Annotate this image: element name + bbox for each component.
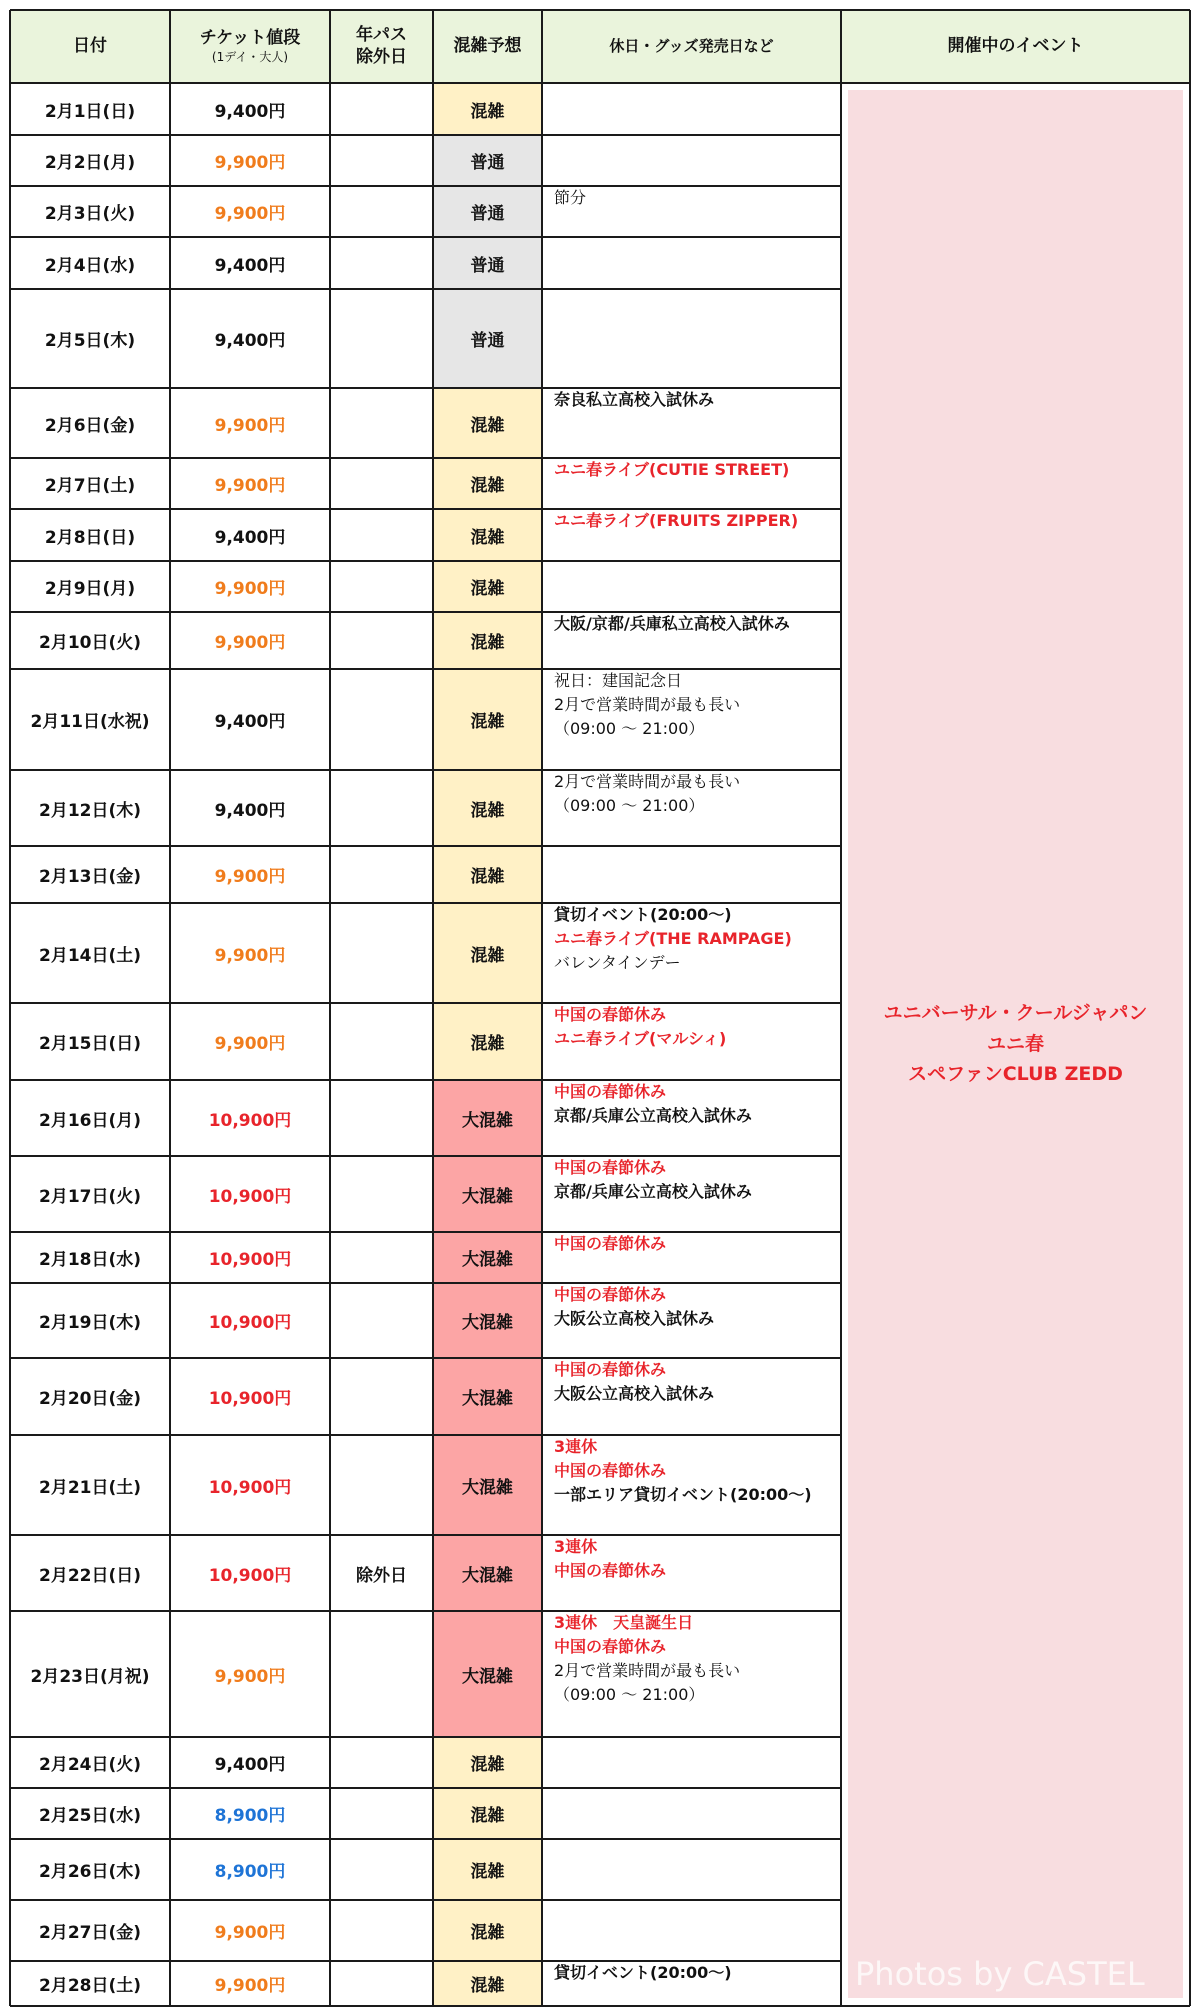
crowd-level-badge: 普通	[433, 289, 542, 388]
note-line: 貸切イベント(20:00～)	[554, 1963, 732, 1982]
grid-line	[169, 10, 171, 2006]
grid-line	[10, 2005, 1190, 2007]
price-cell: 10,900円	[208, 1477, 292, 1498]
note-line: 貸切イベント(20:00～)	[554, 905, 732, 924]
grid-line	[10, 1838, 841, 1840]
date-cell: 2月14日(土)	[38, 945, 142, 966]
annual-pass-exclusion-cell	[330, 1003, 433, 1080]
note-line: 大阪公立高校入試休み	[554, 1309, 715, 1328]
notes-cell	[542, 237, 841, 289]
grid-line	[10, 668, 841, 670]
price-cell: 9,400円	[214, 101, 286, 122]
note-line: 3連休 天皇誕生日	[554, 1613, 694, 1632]
date-cell: 2月10日(火)	[38, 633, 142, 653]
notes-cell	[542, 1961, 841, 2006]
grid-line	[329, 10, 331, 2006]
grid-line	[10, 1434, 841, 1436]
crowd-level-badge: 大混雑	[433, 1535, 542, 1611]
notes-cell	[542, 903, 841, 1003]
crowd-level-badge: 大混雑	[433, 1435, 542, 1535]
event-panel	[848, 90, 1183, 1998]
date-cell: 2月21日(土)	[38, 1477, 142, 1498]
grid-line	[10, 134, 841, 136]
crowd-level-badge: 混雑	[433, 1961, 542, 2006]
grid-line	[10, 1736, 841, 1738]
annual-pass-exclusion-cell	[330, 1358, 433, 1435]
note-line: 京都/兵庫公立高校入試休み	[554, 1106, 752, 1125]
date-cell: 2月9日(月)	[44, 579, 136, 599]
watermark: Photos by CASTEL	[855, 1955, 1145, 1993]
annual-pass-exclusion-cell	[330, 1737, 433, 1788]
crowd-level-badge: 大混雑	[433, 1283, 542, 1358]
note-line: 中国の春節休み	[554, 1561, 667, 1580]
crowd-level-badge: 混雑	[433, 561, 542, 612]
crowd-level-badge: 普通	[433, 135, 542, 186]
price-cell: 10,900円	[208, 1186, 292, 1207]
grid-line	[10, 902, 841, 904]
event-line: ユニバーサル・クールジャパン	[883, 1002, 1148, 1025]
price-cell: 9,900円	[214, 579, 286, 599]
date-cell: 2月28日(土)	[38, 1976, 142, 1996]
price-cell: 9,400円	[214, 800, 286, 821]
note-line: 3連休	[554, 1437, 598, 1456]
notes-cell	[542, 1788, 841, 1839]
grid-line	[1189, 10, 1191, 2006]
crowd-level-badge: 混雑	[433, 388, 542, 458]
annual-pass-exclusion-cell	[330, 903, 433, 1003]
notes-cell	[542, 83, 841, 135]
crowd-level-badge: 混雑	[433, 1839, 542, 1900]
crowd-level-badge: 大混雑	[433, 1080, 542, 1156]
grid-line	[10, 1899, 841, 1901]
grid-line	[10, 457, 841, 459]
price-cell: 8,900円	[214, 1862, 286, 1882]
crowd-level-badge: 混雑	[433, 1788, 542, 1839]
date-cell: 2月4日(水)	[44, 255, 136, 276]
price-cell: 9,900円	[214, 415, 286, 436]
crowd-level-badge: 混雑	[433, 83, 542, 135]
annual-pass-exclusion-cell	[330, 1788, 433, 1839]
crowd-level-badge: 混雑	[433, 458, 542, 509]
notes-cell	[542, 1358, 841, 1435]
crowd-level-badge: 普通	[433, 186, 542, 237]
note-line: 中国の春節休み	[554, 1234, 667, 1253]
annual-pass-exclusion-cell	[330, 1900, 433, 1961]
event-line: スペファンCLUB ZEDD	[908, 1063, 1123, 1086]
notes-cell	[542, 388, 841, 458]
grid-line	[10, 1282, 841, 1284]
grid-line	[10, 845, 841, 847]
date-cell: 2月20日(金)	[38, 1389, 142, 1409]
grid-line	[10, 1155, 841, 1157]
notes-cell	[542, 135, 841, 186]
date-cell: 2月6日(金)	[44, 415, 136, 436]
price-cell: 9,900円	[214, 633, 286, 653]
notes-cell	[542, 770, 841, 846]
note-line: ユニ春ライブ(CUTIE STREET)	[554, 460, 790, 479]
date-cell: 2月15日(日)	[38, 1034, 142, 1054]
grid-line	[10, 288, 841, 290]
annual-pass-exclusion-cell: 除外日	[356, 1565, 407, 1586]
grid-line	[541, 10, 543, 2006]
header-crowd-forecast: 混雑予想	[433, 10, 542, 83]
note-line: 中国の春節休み	[554, 1158, 667, 1177]
note-line: （09:00 ～ 21:00）	[554, 1685, 705, 1704]
date-cell: 2月17日(火)	[38, 1186, 142, 1207]
annual-pass-exclusion-cell	[330, 846, 433, 903]
annual-pass-exclusion-cell	[330, 1611, 433, 1737]
date-cell: 2月27日(金)	[38, 1923, 142, 1943]
date-cell: 2月25日(水)	[38, 1806, 142, 1826]
annual-pass-exclusion-cell	[330, 1839, 433, 1900]
grid-line	[10, 560, 841, 562]
grid-line	[840, 10, 842, 2006]
date-cell: 2月2日(月)	[44, 153, 136, 173]
notes-cell	[542, 1232, 841, 1283]
grid-line	[10, 9, 1190, 11]
grid-line	[10, 1787, 841, 1789]
price-cell: 10,900円	[208, 1389, 292, 1409]
note-line: バレンタインデー	[554, 953, 681, 972]
grid-line	[10, 1002, 841, 1004]
date-cell: 2月26日(木)	[38, 1862, 142, 1882]
annual-pass-exclusion-cell	[330, 458, 433, 509]
grid-line	[10, 1534, 841, 1536]
note-line: ユニ春ライブ(マルシィ)	[554, 1029, 727, 1048]
crowd-level-badge: 大混雑	[433, 1156, 542, 1232]
notes-cell	[542, 1156, 841, 1232]
grid-line	[10, 185, 841, 187]
event-line: ユニ春	[986, 1032, 1044, 1055]
notes-cell	[542, 289, 841, 388]
crowd-level-badge: 大混雑	[433, 1358, 542, 1435]
annual-pass-exclusion-cell	[330, 1232, 433, 1283]
crowd-level-badge: 混雑	[433, 1737, 542, 1788]
notes-cell	[542, 1080, 841, 1156]
date-cell: 2月8日(日)	[44, 527, 136, 548]
price-cell: 9,400円	[214, 1755, 286, 1775]
notes-cell	[542, 1435, 841, 1535]
notes-cell	[542, 846, 841, 903]
annual-pass-exclusion-cell	[330, 135, 433, 186]
note-line: 2月で営業時間が最も長い	[554, 695, 741, 714]
date-cell: 2月24日(火)	[38, 1755, 142, 1775]
date-cell: 2月3日(火)	[44, 204, 136, 224]
note-line: ユニ春ライブ(THE RAMPAGE)	[554, 929, 792, 948]
note-line: 節分	[554, 188, 587, 207]
date-cell: 2月11日(水祝)	[30, 712, 150, 732]
note-line: 中国の春節休み	[554, 1082, 667, 1101]
notes-cell	[542, 458, 841, 509]
grid-line	[432, 10, 434, 2006]
annual-pass-exclusion-cell	[330, 612, 433, 669]
notes-cell	[542, 1611, 841, 1737]
price-cell: 9,900円	[214, 1666, 286, 1687]
crowd-level-badge: 混雑	[433, 770, 542, 846]
date-cell: 2月13日(金)	[38, 867, 142, 887]
note-line: 大阪/京都/兵庫私立高校入試休み	[554, 614, 790, 633]
notes-cell	[542, 1535, 841, 1611]
annual-pass-exclusion-cell	[330, 770, 433, 846]
price-cell: 10,900円	[208, 1565, 292, 1586]
grid-line	[10, 1231, 841, 1233]
price-cell: 10,900円	[208, 1110, 292, 1131]
notes-cell	[542, 669, 841, 770]
annual-pass-exclusion-cell	[330, 669, 433, 770]
price-cell: 9,900円	[214, 1923, 286, 1943]
annual-pass-exclusion-cell	[330, 388, 433, 458]
grid-line	[10, 611, 841, 613]
grid-line	[10, 1610, 841, 1612]
note-line: 中国の春節休み	[554, 1461, 667, 1480]
date-cell: 2月23日(月祝)	[30, 1666, 150, 1687]
annual-pass-exclusion-cell	[330, 1283, 433, 1358]
note-line: 中国の春節休み	[554, 1360, 667, 1379]
note-line: （09:00 ～ 21:00）	[554, 719, 705, 738]
price-cell: 9,900円	[214, 476, 286, 496]
notes-cell	[542, 186, 841, 237]
price-cell: 9,400円	[214, 712, 286, 732]
note-line: 中国の春節休み	[554, 1005, 667, 1024]
grid-line	[10, 769, 841, 771]
annual-pass-exclusion-cell	[330, 1080, 433, 1156]
notes-cell	[542, 1839, 841, 1900]
grid-line	[10, 236, 841, 238]
annual-pass-exclusion-cell	[330, 1156, 433, 1232]
notes-cell	[542, 612, 841, 669]
crowd-level-badge: 混雑	[433, 846, 542, 903]
annual-pass-exclusion-cell	[330, 561, 433, 612]
note-line: 奈良私立高校入試休み	[554, 390, 715, 409]
crowd-level-badge: 混雑	[433, 1900, 542, 1961]
price-cell: 9,400円	[214, 527, 286, 548]
date-cell: 2月12日(木)	[38, 800, 142, 821]
annual-pass-exclusion-cell	[330, 1435, 433, 1535]
note-line: 一部エリア貸切イベント(20:00～)	[554, 1485, 812, 1504]
grid-line	[10, 1960, 841, 1962]
price-cell: 9,900円	[214, 1034, 286, 1054]
grid-line	[10, 508, 841, 510]
annual-pass-exclusion-cell	[330, 509, 433, 561]
price-cell: 9,400円	[214, 255, 286, 276]
notes-cell	[542, 509, 841, 561]
grid-line	[10, 82, 1190, 84]
annual-pass-exclusion-cell	[330, 186, 433, 237]
date-cell: 2月5日(木)	[44, 331, 136, 351]
price-cell: 9,900円	[214, 204, 286, 224]
crowd-level-badge: 大混雑	[433, 1232, 542, 1283]
grid-line	[10, 387, 841, 389]
crowd-level-badge: 普通	[433, 237, 542, 289]
price-cell: 9,400円	[214, 331, 286, 351]
price-cell: 9,900円	[214, 945, 286, 966]
crowd-level-badge: 混雑	[433, 612, 542, 669]
price-cell: 10,900円	[208, 1313, 292, 1333]
date-cell: 2月22日(日)	[38, 1565, 142, 1586]
price-cell: 9,900円	[214, 153, 286, 173]
notes-cell	[542, 1283, 841, 1358]
date-cell: 2月18日(水)	[38, 1250, 142, 1270]
note-line: 大阪公立高校入試休み	[554, 1384, 715, 1403]
note-line: 3連休	[554, 1537, 598, 1556]
price-cell: 9,900円	[214, 867, 286, 887]
notes-cell	[542, 1900, 841, 1961]
note-line: （09:00 ～ 21:00）	[554, 796, 705, 815]
annual-pass-exclusion-cell	[330, 83, 433, 135]
header-notes: 休日・グッズ発売日など	[542, 10, 841, 83]
price-cell: 8,900円	[214, 1806, 286, 1826]
grid-line	[10, 1357, 841, 1359]
header-price: チケット値段 (1デイ・大人)	[170, 10, 330, 83]
grid-line	[9, 10, 11, 2006]
grid-line	[10, 1079, 841, 1081]
note-line: 中国の春節休み	[554, 1637, 667, 1656]
notes-cell	[542, 1737, 841, 1788]
date-cell: 2月7日(土)	[44, 476, 136, 496]
price-cell: 10,900円	[208, 1250, 292, 1270]
date-cell: 2月16日(月)	[38, 1110, 142, 1131]
date-cell: 2月19日(木)	[38, 1313, 142, 1333]
header-annual-pass-exclusion: 年パス 除外日	[330, 10, 433, 83]
annual-pass-exclusion-cell	[330, 1961, 433, 2006]
note-line: 2月で営業時間が最も長い	[554, 1661, 741, 1680]
annual-pass-exclusion-cell	[330, 237, 433, 289]
note-line: 祝日：建国記念日	[554, 671, 683, 690]
notes-cell	[542, 1003, 841, 1080]
annual-pass-exclusion-cell	[330, 289, 433, 388]
crowd-level-badge: 混雑	[433, 1003, 542, 1080]
note-line: 中国の春節休み	[554, 1285, 667, 1304]
date-cell: 2月1日(日)	[44, 101, 136, 122]
note-line: 2月で営業時間が最も長い	[554, 772, 741, 791]
note-line: 京都/兵庫公立高校入試休み	[554, 1182, 752, 1201]
price-cell: 9,900円	[214, 1976, 286, 1996]
crowd-level-badge: 大混雑	[433, 1611, 542, 1737]
notes-cell	[542, 561, 841, 612]
note-line: ユニ春ライブ(FRUITS ZIPPER)	[554, 511, 799, 530]
crowd-level-badge: 混雑	[433, 669, 542, 770]
crowd-level-badge: 混雑	[433, 903, 542, 1003]
header-events: 開催中のイベント	[841, 10, 1190, 83]
crowd-level-badge: 混雑	[433, 509, 542, 561]
header-date: 日付	[10, 10, 170, 83]
